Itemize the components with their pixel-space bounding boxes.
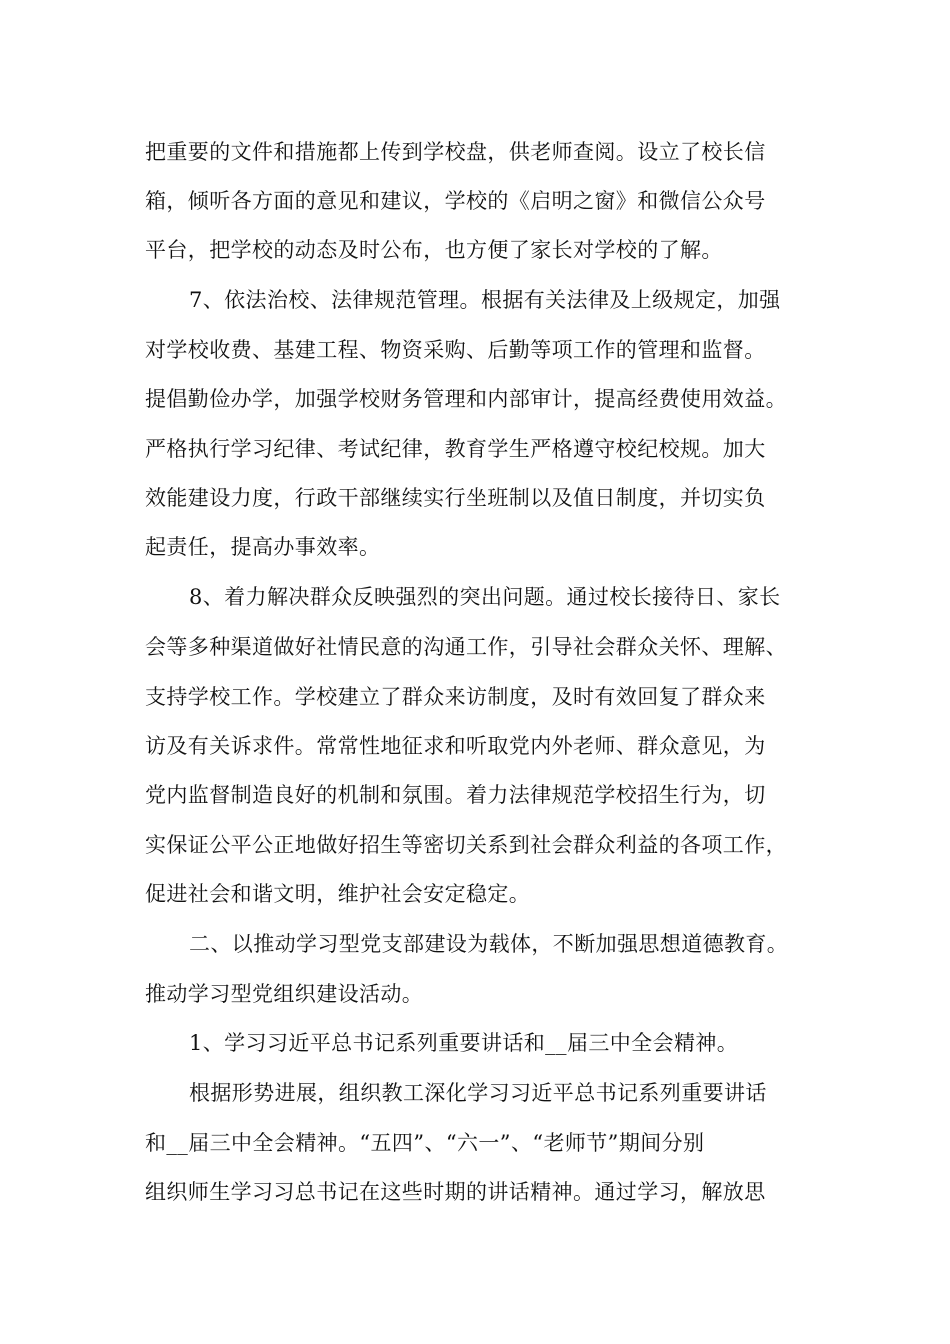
text-line: 效能建设力度，行政干部继续实行坐班制以及值日制度，并切实负	[145, 486, 766, 510]
section-heading-line: 二、以推动学习型党支部建设为载体，不断加强思想道德教育。	[189, 932, 789, 956]
text-line: 严格执行学习纪律、考试纪律，教育学生严格遵守校纪校规。加大	[145, 437, 766, 461]
paragraph-start-line: 7、依法治校、法律规范管理。根据有关法律及上级规定，加强	[189, 288, 781, 312]
text-line: 起责任，提高办事效率。	[145, 535, 381, 559]
paragraph-start-line: 根据形势进展，组织教工深化学习习近平总书记系列重要讲话	[189, 1081, 767, 1105]
text-line: 促进社会和谐文明，维护社会安定稳定。	[145, 882, 531, 906]
text-line: 推动学习型党组织建设活动。	[145, 982, 424, 1006]
text-line: 把重要的文件和措施都上传到学校盘，供老师查阅。设立了校长信	[145, 140, 766, 164]
text-line: 党内监督制造良好的机制和氛围。着力法律规范学校招生行为，切	[145, 783, 766, 807]
text-line: 平台，把学校的动态及时公布，也方便了家长对学校的了解。	[145, 238, 723, 262]
text-line: 访及有关诉求件。常常性地征求和听取党内外老师、群众意见，为	[145, 734, 766, 758]
text-line: 会等多种渠道做好社情民意的沟通工作，引导社会群众关怀、理解、	[145, 635, 787, 659]
paragraph-start-line: 8、着力解决群众反映强烈的突出问题。通过校长接待日、家长	[189, 585, 781, 609]
text-line: 支持学校工作。学校建立了群众来访制度，及时有效回复了群众来	[145, 685, 766, 709]
text-line: 实保证公平公正地做好招生等密切关系到社会群众利益的各项工作，	[145, 833, 787, 857]
text-line: 对学校收费、基建工程、物资采购、后勤等项工作的管理和监督。	[145, 338, 766, 362]
text-line: 组织师生学习习总书记在这些时期的讲话精神。通过学习，解放思	[145, 1180, 766, 1204]
text-line: 提倡勤俭办学，加强学校财务管理和内部审计，提高经费使用效益。	[145, 387, 787, 411]
text-line: 和__届三中全会精神。“五四”、“六一”、“老师节”期间分别	[145, 1131, 705, 1155]
text-line: 箱，倾听各方面的意见和建议，学校的《启明之窗》和微信公众号	[145, 189, 766, 213]
subsection-heading-line: 1、学习习近平总书记系列重要讲话和__届三中全会精神。	[189, 1031, 739, 1055]
